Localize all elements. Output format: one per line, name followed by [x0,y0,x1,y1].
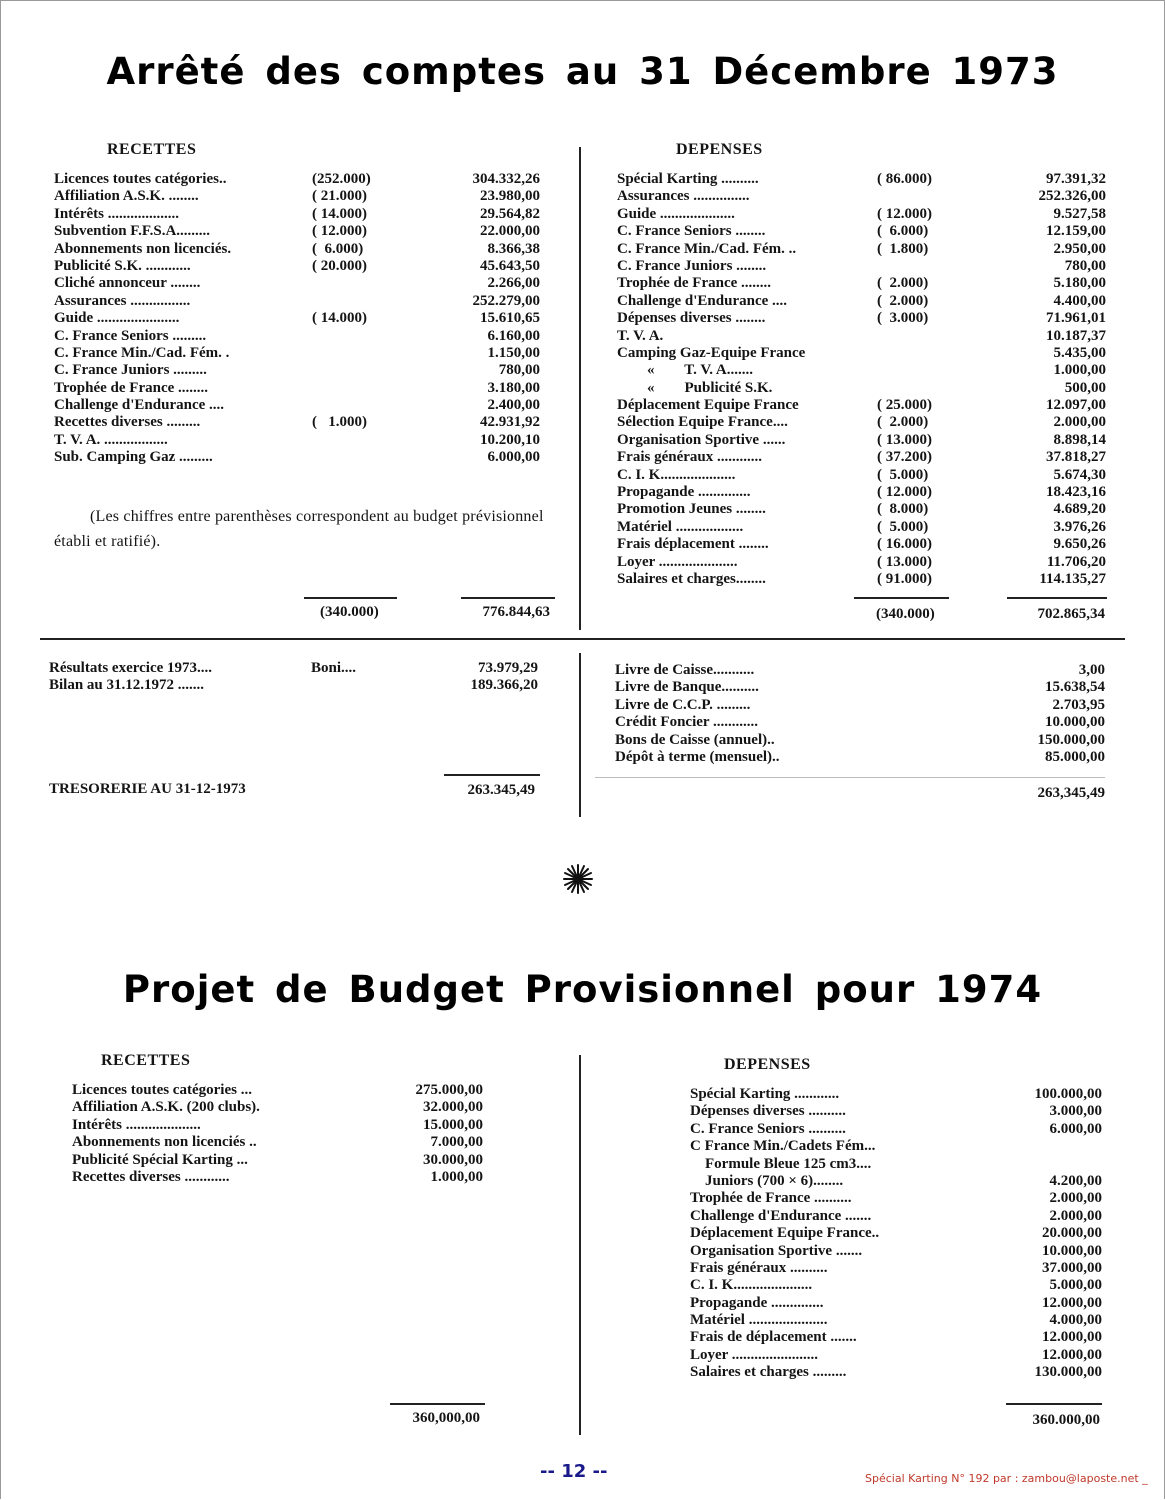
table-row [690,1347,1105,1364]
row-budget: ( 20.000) [312,257,367,274]
row-amount: 130.000,00 [1034,1364,1102,1381]
table-row [690,1312,1105,1329]
row-amount: 275.000,00 [415,1082,483,1098]
row-label: Matériel .................. [617,518,744,535]
row-budget: ( 12.000) [877,205,932,222]
s2-rec-rule [390,1403,485,1405]
row-label: « Publicité S.K. [617,379,773,396]
row-amount: 6.000,00 [1049,1120,1102,1137]
table-row [617,258,1109,275]
row-label: Dépenses diverses ........ [617,310,766,327]
row-amount: 3.180,00 [487,379,540,396]
row-amount: 6.000,00 [487,449,540,466]
row-label: Challenge d'Endurance ....... [690,1207,872,1224]
row-label: Recettes diverses ............ [72,1168,230,1185]
table-row [54,397,554,414]
row-label: Abonnements non licenciés .. [72,1134,257,1151]
row-budget: ( 3.000) [877,310,929,327]
table-row [617,397,1109,414]
row-label: Sélection Equipe France.... [617,414,788,431]
row-label: Dépôt à terme (mensuel).. [615,748,780,765]
row-label: Salaires et charges ......... [690,1364,847,1381]
row-amount: 4.200,00 [1049,1172,1102,1189]
row-budget: ( 14.000) [312,310,367,327]
s2-center-divider [579,1055,581,1435]
row-label: Salaires et charges........ [617,570,766,587]
row-label: C. I. K.................... [617,466,736,483]
table-row [617,362,1109,379]
table-row [690,1138,1105,1155]
s1-dep-budget-rule [854,597,949,599]
row-label: Intérêts .................... [72,1116,201,1133]
table-row [54,414,554,431]
row-amount: 5.435,00 [1053,344,1106,361]
table-row [54,206,554,223]
row-amount: 73.979,29 [478,660,538,676]
section2-title: Projet de Budget Provisionnel pour 1974 [122,968,1043,1011]
table-row [72,1082,492,1099]
row-label: Crédit Foncier ............ [615,714,759,731]
table-row [54,223,554,240]
table-row [690,1086,1105,1103]
row-budget: ( 2.000) [877,275,929,292]
row-amount: 15.610,65 [480,310,540,327]
row-budget: ( 12.000) [877,484,932,501]
table-row [615,714,1105,731]
row-amount: 2.950,00 [1053,240,1106,257]
table-row [54,171,554,188]
row-label: Sub. Camping Gaz ......... [54,449,213,466]
row-amount: 3,00 [1078,662,1105,678]
table-row [617,380,1109,397]
row-label: Intérêts ................... [54,205,179,222]
row-label: Recettes diverses ......... [54,414,201,431]
row-amount: 10.200,10 [480,431,540,448]
row-label: C. France Seniors .......... [690,1120,846,1137]
table-row [54,258,554,275]
row-budget: ( 16.000) [877,536,932,553]
table-row [72,1169,492,1186]
s1-resultats-table [49,660,549,695]
row-label: Guide ...................... [54,310,180,327]
row-budget: ( 13.000) [877,431,932,448]
row-label: Déplacement Equipe France [617,397,799,414]
table-row [72,1117,492,1134]
row-label: C. France Min./Cad. Fém. .. [617,240,797,257]
row-budget: ( 21.000) [312,188,367,205]
row-amount: 12.097,00 [1046,397,1106,414]
row-budget: ( 1.000) [312,414,367,431]
row-amount: 10.000,00 [1042,1242,1102,1259]
s2-depenses-header: DEPENSES [724,1056,811,1073]
s1-dep-total-amount: 702.865,34 [1037,606,1105,622]
table-row [54,345,554,362]
table-row [617,328,1109,345]
table-row [690,1208,1105,1225]
row-amount: 32.000,00 [423,1099,483,1116]
table-row [690,1277,1105,1294]
s1-recettes-table [54,171,554,467]
row-label: Propagande .............. [617,484,751,501]
table-row [690,1364,1105,1381]
table-row [49,677,549,694]
table-row [54,293,554,310]
table-row [617,345,1109,362]
table-row [49,660,549,677]
row-label: Challenge d'Endurance .... [617,292,788,309]
s1-dep-total-budget: (340.000) [876,606,935,622]
row-budget: (252.000) [312,171,371,187]
row-label: Livre de Banque.......... [615,679,759,696]
row-amount: 2.703,95 [1052,696,1105,713]
row-amount: 29.564,82 [480,205,540,222]
row-amount: 7.000,00 [430,1134,483,1151]
s2-dep-rule [1006,1403,1102,1405]
row-amount: 20.000,00 [1042,1225,1102,1242]
table-row [617,467,1109,484]
row-amount: 1.000,00 [1053,362,1106,379]
row-amount: 150.000,00 [1037,731,1105,748]
table-row [617,206,1109,223]
row-label: Frais de déplacement ....... [690,1329,857,1346]
s1-tdet-total: 263,345,49 [1037,785,1105,801]
footer-credit: Spécial Karting N° 192 par : zambou@laposte.net _ [865,1472,1148,1485]
table-row [617,223,1109,240]
row-label: Guide .................... [617,205,735,222]
row-amount: 2.400,00 [487,397,540,414]
table-row [54,328,554,345]
table-row [617,536,1109,553]
table-row [54,432,554,449]
table-row [617,171,1109,188]
row-budget: ( 1.800) [877,240,929,257]
row-amount: 114.135,27 [1039,570,1106,587]
s1-center-divider-top [579,147,581,630]
row-budget: ( 6.000) [312,240,364,257]
s1-depenses-header: DEPENSES [676,141,763,158]
table-row [54,310,554,327]
row-label: Licences toutes catégories.. [54,171,227,187]
row-amount: 2.266,00 [487,275,540,292]
row-amount: 252.279,00 [472,292,540,309]
row-label: Abonnements non licenciés. [54,240,232,257]
row-label: T. V. A. ................. [54,431,168,448]
table-row [617,519,1109,536]
row-amount: 45.643,50 [480,257,540,274]
row-label: Licences toutes catégories ... [72,1082,252,1098]
table-row [72,1134,492,1151]
row-amount: 15.638,54 [1045,679,1105,696]
row-amount: 2.000,00 [1049,1207,1102,1224]
row-budget: ( 13.000) [877,553,932,570]
row-amount: 500,00 [1064,379,1106,396]
row-amount: 3.000,00 [1049,1103,1102,1120]
row-amount: 100.000,00 [1034,1086,1102,1102]
row-label: Publicité S.K. ............ [54,257,191,274]
row-amount: 15.000,00 [423,1116,483,1133]
table-row [54,188,554,205]
row-budget: ( 12.000) [312,223,367,240]
row-amount: 4.000,00 [1049,1312,1102,1329]
row-amount: 37.000,00 [1042,1259,1102,1276]
row-amount: 3.976,26 [1053,518,1106,535]
table-row [690,1225,1105,1242]
row-amount: 304.332,26 [472,171,540,187]
row-label: Loyer ..................... [617,553,738,570]
table-row [617,293,1109,310]
s1-tresorerie-amount: 263.345,49 [467,782,535,798]
row-label: Loyer ....................... [690,1346,819,1363]
table-row [54,380,554,397]
row-label: Organisation Sportive ...... [617,431,786,448]
row-label: Matériel ..................... [690,1312,828,1329]
s1-tres-rule [444,774,540,776]
table-row [615,662,1105,679]
s2-recettes-table [72,1082,492,1186]
row-label: Trophée de France ........ [617,275,772,292]
row-label: Affiliation A.S.K. (200 clubs). [72,1099,260,1116]
row-amount: 12.159,00 [1046,223,1106,240]
row-amount: 18.423,16 [1046,484,1106,501]
row-amount: 12.000,00 [1042,1329,1102,1346]
row-label: Livre de Caisse........... [615,662,755,678]
row-budget: ( 37.200) [877,449,932,466]
s1-center-divider-bottom [579,653,581,817]
s1-tresorerie-detail-table [615,662,1105,766]
table-row [617,501,1109,518]
table-row [690,1329,1105,1346]
row-label: Organisation Sportive ....... [690,1242,863,1259]
row-budget: ( 14.000) [312,205,367,222]
row-label: Frais généraux ............ [617,449,762,466]
row-budget: ( 2.000) [877,292,929,309]
s1-dep-amount-rule [1007,597,1107,599]
row-amount: 252.326,00 [1038,188,1106,205]
row-amount: 42.931,92 [480,414,540,431]
row-label: Dépenses diverses .......... [690,1103,846,1120]
table-row [615,732,1105,749]
row-label: Frais généraux .......... [690,1259,828,1276]
row-amount: 5.180,00 [1053,275,1106,292]
row-amount: 85.000,00 [1045,748,1105,765]
s1-depenses-table [617,171,1109,588]
table-row [617,554,1109,571]
row-label: Formule Bleue 125 cm3.... [690,1155,872,1172]
table-row [615,697,1105,714]
row-label: Trophée de France ........ [54,379,209,396]
row-amount: 1.150,00 [487,344,540,361]
table-row [617,484,1109,501]
row-label: Livre de C.C.P. ......... [615,696,751,713]
row-amount: 8.366,38 [487,240,540,257]
row-budget: ( 25.000) [877,397,932,414]
row-amount: 37.818,27 [1046,449,1106,466]
row-label: Propagande .............. [690,1294,824,1311]
row-label: Bilan au 31.12.1972 ....... [49,677,205,694]
section1-title: Arrêté des comptes au 31 Décembre 1973 [106,50,1059,93]
table-row [690,1295,1105,1312]
row-amount: 97.391,32 [1046,171,1106,187]
row-label: Spécial Karting .......... [617,171,759,187]
s1-rec-total-amount: 776.844,63 [482,604,550,620]
row-amount: 8.898,14 [1053,431,1106,448]
row-label: « T. V. A....... [617,362,754,379]
row-label: Frais déplacement ........ [617,536,769,553]
row-label: Assurances ............... [617,188,750,205]
table-row [690,1103,1105,1120]
row-amount: 4.689,20 [1053,501,1106,518]
row-budget: ( 2.000) [877,414,929,431]
row-amount: 30.000,00 [423,1151,483,1168]
row-label: Promotion Jeunes ........ [617,501,766,518]
row-label: Résultats exercice 1973.... [49,660,213,676]
row-label: C. France Min./Cad. Fém. . [54,344,230,361]
table-row [72,1152,492,1169]
table-row [617,571,1109,588]
row-amount: 2.000,00 [1053,414,1106,431]
row-label: Affiliation A.S.K. ........ [54,188,199,205]
table-row [617,432,1109,449]
row-amount: 4.400,00 [1053,292,1106,309]
s2-recettes-header: RECETTES [101,1052,191,1069]
row-amount: 9.650,26 [1053,536,1106,553]
row-label: C. France Seniors ......... [54,327,207,344]
star-separator-icon [562,863,594,895]
s1-tresorerie-label: TRESORERIE AU 31-12-1973 [49,781,246,797]
row-amount: 780,00 [498,362,540,379]
row-amount: 23.980,00 [480,188,540,205]
page-number: -- 12 -- [540,1461,608,1482]
table-row [690,1173,1105,1190]
table-row [690,1260,1105,1277]
s2-dep-total: 360.000,00 [1032,1412,1100,1428]
table-row [615,679,1105,696]
row-amount: 71.961,01 [1046,310,1106,327]
row-label: C. I. K..................... [690,1277,813,1294]
table-row [72,1099,492,1116]
s1-recettes-header: RECETTES [107,141,197,158]
s1-tdet-rule [595,777,1105,778]
row-label: C. France Juniors ........ [617,257,767,274]
row-amount: 10.000,00 [1045,714,1105,731]
table-row [54,362,554,379]
table-row [617,449,1109,466]
row-label: Cliché annonceur ........ [54,275,201,292]
row-budget: Boni.... [311,660,357,676]
row-budget: ( 91.000) [877,570,932,587]
row-label: Trophée de France .......... [690,1190,852,1207]
table-row [617,188,1109,205]
row-amount: 12.000,00 [1042,1294,1102,1311]
row-amount: 11.706,20 [1046,553,1106,570]
row-label: Déplacement Equipe France.. [690,1225,880,1242]
row-budget: ( 5.000) [877,466,929,483]
table-row [690,1121,1105,1138]
row-amount: 10.187,37 [1046,327,1106,344]
s1-horizontal-rule [40,638,1125,640]
s2-rec-total: 360,000,00 [412,1410,480,1426]
row-label: T. V. A. [617,327,664,344]
row-label: Bons de Caisse (annuel).. [615,731,775,748]
row-label: Camping Gaz-Equipe France [617,344,806,361]
row-amount: 5.674,30 [1053,466,1106,483]
row-amount: 5.000,00 [1049,1277,1102,1294]
row-amount: 1.000,00 [430,1168,483,1185]
row-amount: 780,00 [1064,257,1106,274]
table-row [690,1156,1105,1173]
table-row [54,275,554,292]
table-row [690,1190,1105,1207]
s2-depenses-table [690,1086,1105,1382]
row-amount: 6.160,00 [487,327,540,344]
table-row [617,241,1109,258]
row-label: Subvention F.F.S.A......... [54,223,211,240]
row-label: Juniors (700 × 6)........ [690,1172,844,1189]
row-label: Assurances ................ [54,292,191,309]
table-row [617,310,1109,327]
table-row [690,1243,1105,1260]
row-budget: ( 5.000) [877,518,929,535]
row-budget: ( 8.000) [877,501,929,518]
row-label: Publicité Spécial Karting ... [72,1151,248,1168]
table-row [615,749,1105,766]
row-label: C France Min./Cadets Fém... [690,1138,876,1155]
row-label: C. France Seniors ........ [617,223,766,240]
s1-budget-note: (Les chiffres entre parenthèses correspondent au budget prévisionnel établi et ratifié). [54,508,544,550]
row-budget: ( 6.000) [877,223,929,240]
table-row [54,241,554,258]
table-row [617,414,1109,431]
s1-rec-budget-rule [304,597,397,599]
s1-rec-total-budget: (340.000) [320,604,379,620]
row-budget: ( 86.000) [877,171,932,187]
row-amount: 9.527,58 [1053,205,1106,222]
table-row [54,449,554,466]
row-amount: 2.000,00 [1049,1190,1102,1207]
row-amount: 12.000,00 [1042,1346,1102,1363]
row-amount: 189.366,20 [470,677,538,694]
row-label: Spécial Karting ............ [690,1086,840,1102]
row-amount: 22.000,00 [480,223,540,240]
row-label: Challenge d'Endurance .... [54,397,225,414]
table-row [617,275,1109,292]
row-label: C. France Juniors ......... [54,362,207,379]
s1-rec-amount-rule [461,597,555,599]
